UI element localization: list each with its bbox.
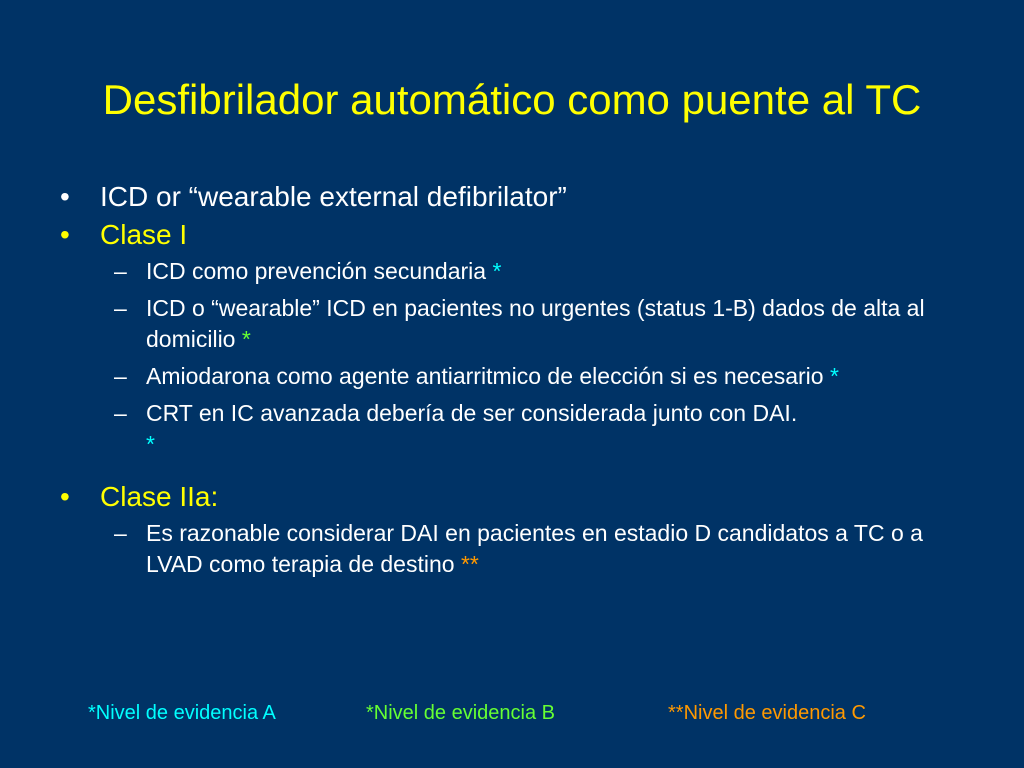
evidence-level-c: **Nivel de evidencia C bbox=[668, 702, 866, 724]
sub-item-crt bbox=[60, 398, 956, 460]
evidence-mark: * bbox=[492, 258, 502, 284]
dash-glyph: – bbox=[114, 520, 127, 546]
bullet-text: ICD or “wearable external defibrilator” bbox=[100, 181, 567, 212]
bullet-item-clase-i bbox=[60, 218, 960, 251]
sub-item-prevencion bbox=[60, 256, 956, 287]
evidence-level-b: *Nivel de evidencia B bbox=[366, 702, 555, 724]
bullet-glyph: • bbox=[60, 181, 70, 212]
sub-item-text: CRT en IC avanzada debería de ser considerada junto con DAI. bbox=[146, 400, 798, 426]
sub-item-text: Amiodarona como agente antiarritmico de elección si es necesario bbox=[146, 363, 824, 389]
evidence-mark: ** bbox=[460, 551, 479, 577]
slide-content bbox=[60, 180, 960, 586]
slide-title: Desfibrilador automático como puente al TC bbox=[102, 76, 922, 123]
dash-glyph: – bbox=[114, 400, 127, 426]
evidence-level-a: *Nivel de evidencia A bbox=[88, 702, 276, 724]
sub-item-wearable bbox=[60, 293, 956, 355]
sub-item-text: ICD o “wearable” ICD en pacientes no urgentes (status 1-B) dados de alta al domicilio bbox=[146, 295, 925, 352]
sub-item-amiodarona bbox=[60, 361, 956, 392]
dash-glyph: – bbox=[114, 363, 127, 389]
dash-glyph: – bbox=[114, 258, 127, 284]
bullet-text: Clase I bbox=[100, 219, 188, 250]
bullet-glyph: • bbox=[60, 481, 70, 512]
evidence-mark: * bbox=[241, 326, 251, 352]
sub-item-text: Es razonable considerar DAI en pacientes en estadio D candidatos a TC o a LVAD como terapia de destino bbox=[146, 520, 923, 577]
evidence-mark: * bbox=[829, 363, 839, 389]
bullet-text: Clase IIa: bbox=[100, 481, 219, 512]
sub-item-text: ICD como prevención secundaria bbox=[146, 258, 487, 284]
bullet-item-icd bbox=[60, 180, 960, 213]
sub-item-dai-estadio-d bbox=[60, 518, 956, 580]
evidence-mark: * bbox=[146, 431, 155, 457]
bullet-glyph: • bbox=[60, 219, 70, 250]
bullet-item-clase-iia bbox=[60, 480, 960, 513]
dash-glyph: – bbox=[114, 295, 127, 321]
